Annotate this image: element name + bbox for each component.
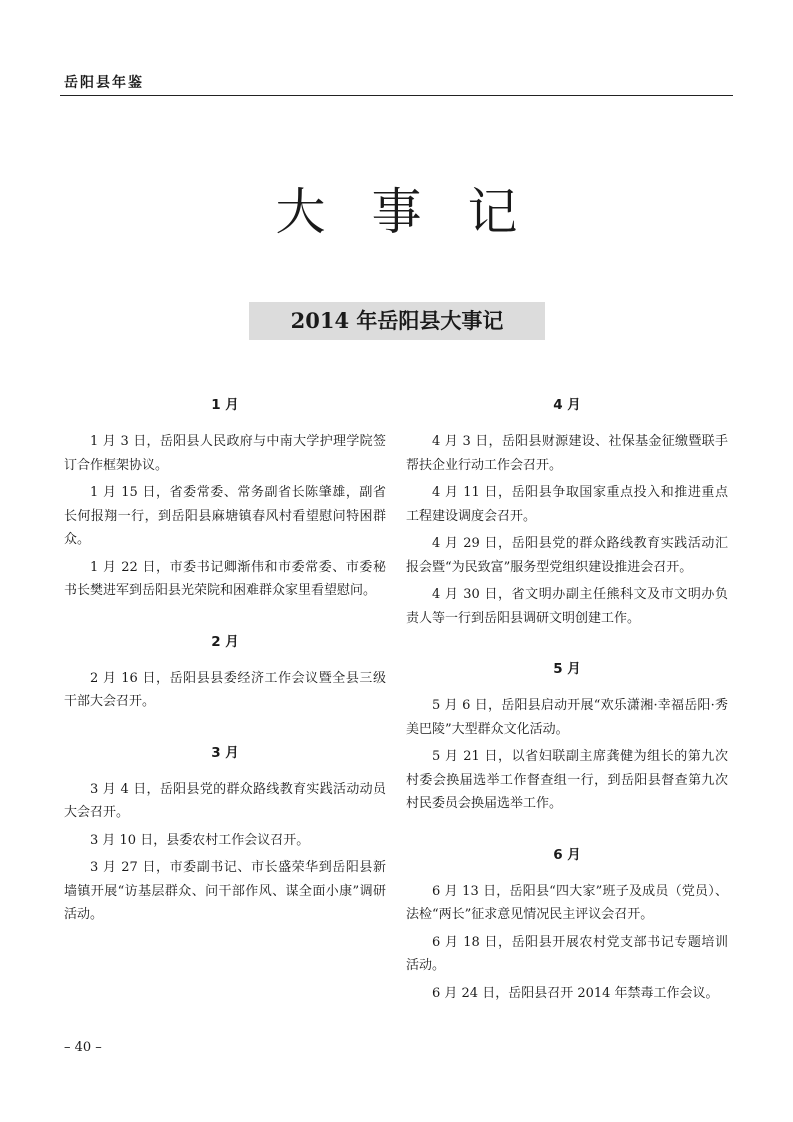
event-entry: 6 月 24 日，岳阳县召开 2014 年禁毒工作会议。 bbox=[432, 985, 719, 1001]
page-number: – 40 – bbox=[64, 1040, 102, 1055]
event-entry: 6 月 18 日，岳阳县开展农村党支部书记专题培训活动。 bbox=[406, 934, 728, 973]
event-entry: 1 月 22 日，市委书记卿渐伟和市委常委、市委秘书长樊进军到岳阳县光荣院和困难群众家里看望慰问。 bbox=[64, 559, 386, 598]
month-section-may bbox=[406, 644, 728, 816]
event-entry: 4 月 3 日，岳阳县财源建设、社保基金征缴暨联手帮扶企业行动工作会召开。 bbox=[406, 434, 728, 473]
right-column bbox=[406, 380, 728, 1019]
month-heading: 5 月 bbox=[553, 661, 581, 677]
page-title: 大事记 bbox=[275, 183, 564, 241]
left-column bbox=[64, 380, 386, 941]
event-entry: 1 月 3 日，岳阳县人民政府与中南大学护理学院签订合作框架协议。 bbox=[64, 434, 386, 473]
event-entry: 4 月 11 日，岳阳县争取国家重点投入和推进重点工程建设调度会召开。 bbox=[406, 485, 728, 524]
month-section-jun bbox=[406, 830, 728, 1006]
section-subtitle: 2014 年岳阳县大事记 bbox=[249, 302, 545, 340]
header-rule bbox=[60, 95, 733, 96]
event-entry: 1 月 15 日，省委常委、常务副省长陈肇雄，副省长何报翔一行，到岳阳县麻塘镇春风村看望慰问特困群众。 bbox=[64, 485, 386, 547]
month-heading: 4 月 bbox=[553, 397, 581, 413]
event-entry: 6 月 13 日，岳阳县“四大家”班子及成员（党员）、法检“两长”征求意见情况民主评议会召开。 bbox=[406, 883, 728, 922]
month-heading: 1 月 bbox=[211, 397, 239, 413]
event-entry: 3 月 27 日，市委副书记、市长盛荣华到岳阳县新墙镇开展“访基层群众、问干部作风、谋全面小康”调研活动。 bbox=[64, 860, 386, 922]
event-entry: 4 月 29 日，岳阳县党的群众路线教育实践活动汇报会暨“为民致富”服务型党组织建设推进会召开。 bbox=[406, 536, 728, 575]
event-entry: 4 月 30 日，省文明办副主任熊科文及市文明办负责人等一行到岳阳县调研文明创建工作。 bbox=[406, 587, 728, 626]
event-entry: 5 月 21 日，以省妇联副主席龚健为组长的第九次村委会换届选举工作督查组一行，到岳阳县督查第九次村民委员会换届选举工作。 bbox=[406, 749, 728, 811]
event-entry: 5 月 6 日，岳阳县启动开展“欢乐潇湘·幸福岳阳·秀美巴陵”大型群众文化活动。 bbox=[406, 698, 728, 737]
event-entry: 2 月 16 日，岳阳县县委经济工作会议暨全县三级干部大会召开。 bbox=[64, 670, 386, 709]
event-entry: 3 月 10 日，县委农村工作会议召开。 bbox=[90, 832, 310, 848]
month-section-jan bbox=[64, 380, 386, 603]
month-heading: 6 月 bbox=[553, 846, 581, 863]
month-heading: 2 月 bbox=[211, 633, 239, 650]
month-section-mar bbox=[64, 728, 386, 927]
running-header-title: 岳阳县年鉴 bbox=[64, 75, 144, 91]
month-section-apr bbox=[406, 380, 728, 630]
event-entry: 3 月 4 日，岳阳县党的群众路线教育实践活动动员大会召开。 bbox=[64, 781, 386, 820]
month-heading: 3 月 bbox=[211, 744, 239, 761]
month-section-feb bbox=[64, 617, 386, 714]
